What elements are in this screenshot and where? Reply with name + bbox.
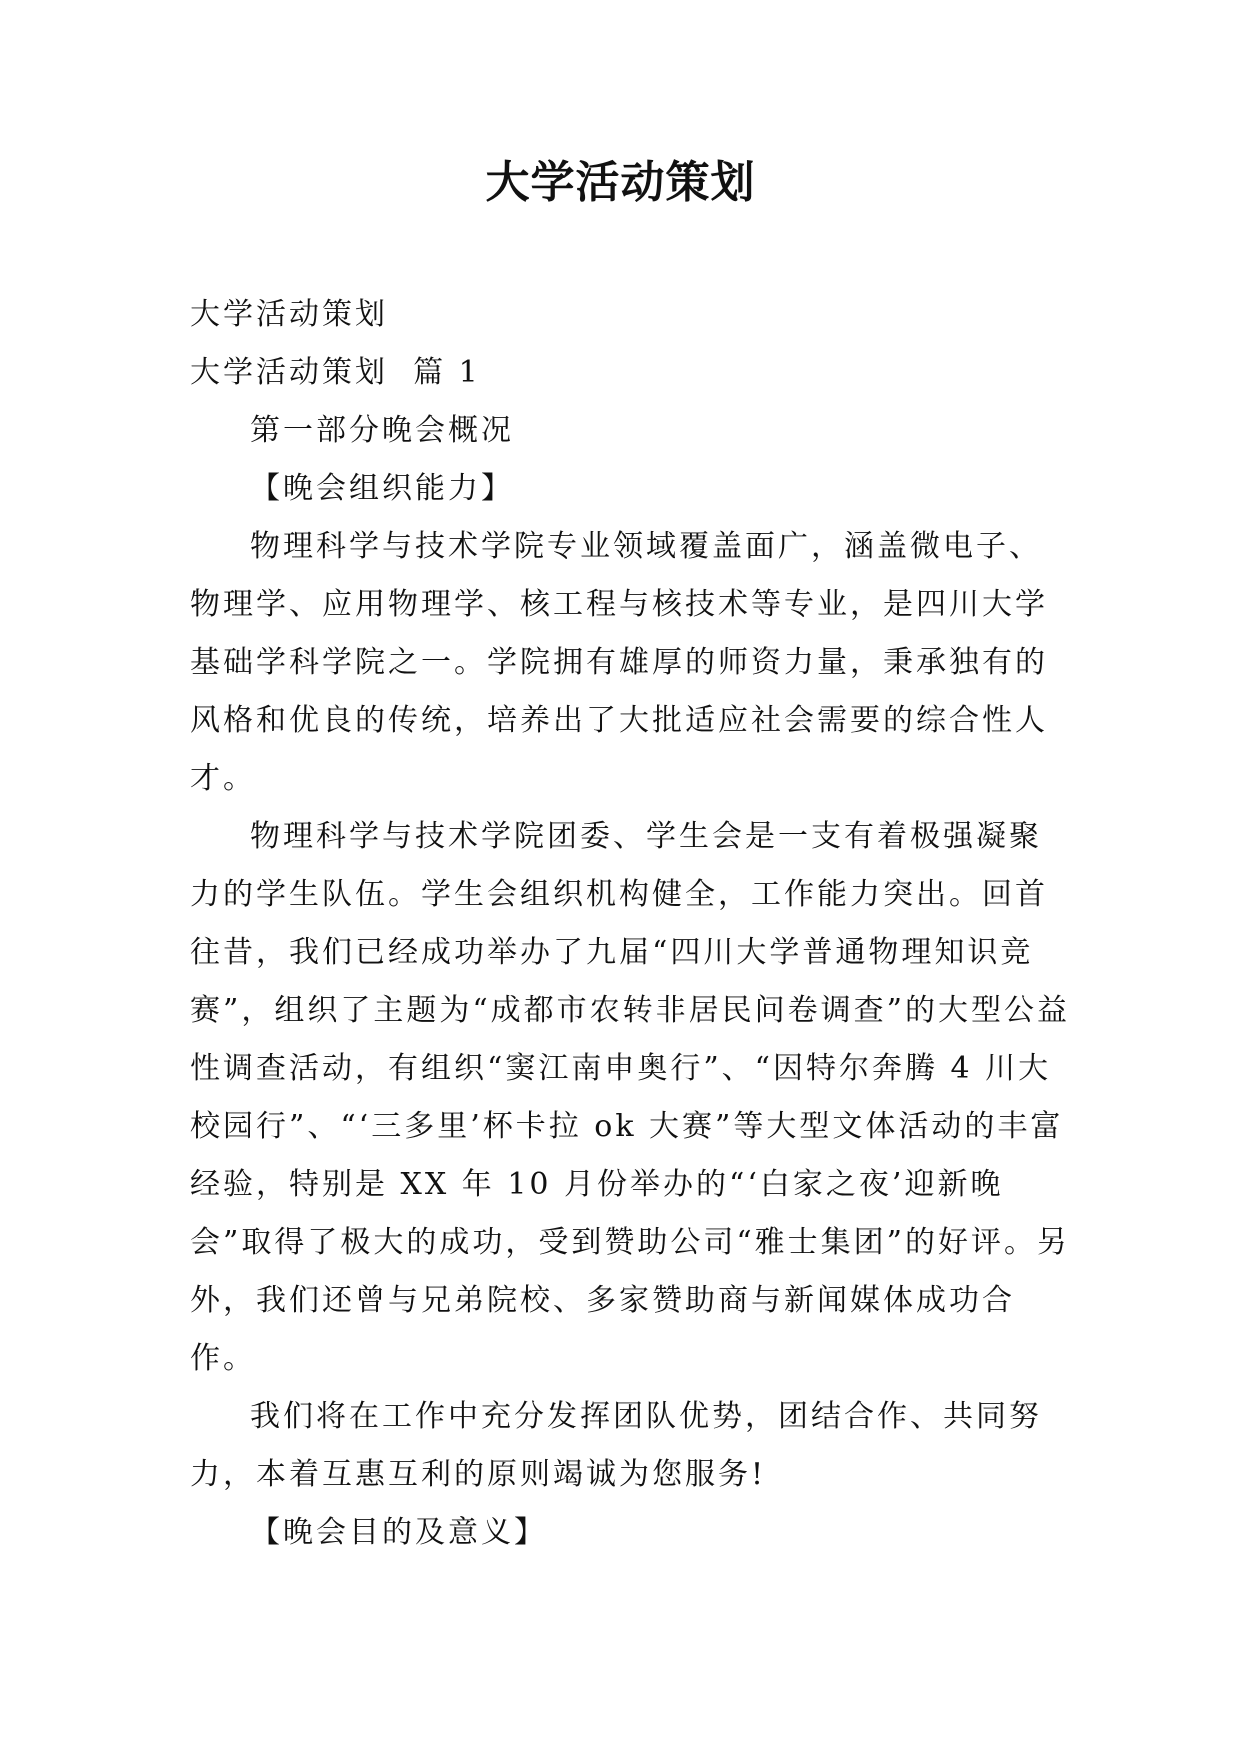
part-heading: 第一部分晚会概况 (250, 413, 514, 448)
document-subtitle: 大学活动策划 (190, 297, 388, 332)
heading-purpose-significance: 【晚会目的及意义】 (250, 1515, 547, 1550)
paragraph-college-intro: 物理科学与技术学院专业领域覆盖面广，涵盖微电子、物理学、应用物理学、核工程与核技术等专业，是四川大学基础学科学院之一。学院拥有雄厚的师资力量，秉承独有的风格和优良的传统，培养出了大批适应社会需要的综合性人才。 (190, 529, 1048, 796)
heading-organization-ability: 【晚会组织能力】 (250, 471, 514, 506)
document-body (190, 286, 1070, 1562)
document-title: 大学活动策划 (485, 157, 756, 208)
section-label: 大学活动策划 篇 1 (190, 355, 481, 390)
paragraph-student-union: 物理科学与技术学院团委、学生会是一支有着极强凝聚力的学生队伍。学生会组织机构健全，工作能力突出。回首往昔，我们已经成功举办了九届“四川大学普通物理知识竞赛”，组织了主题为“成都市农转非居民问卷调查”的大型公益性调查活动，有组织“窦江南申奥行”、“因特尔奔腾 4 川大校园行”、“‘三多里’杯卡拉 ok 大赛”等大型文体活动的丰富经验，特别是 XX 年 10 月份举办的“‘白家之夜’迎新晚会”取得了极大的成功，受到赞助公司“雅士集团”的好评。另外，我们还曾与兄弟院校、多家赞助商与新闻媒体成功合作。 (190, 819, 1071, 1376)
paragraph-team-commitment: 我们将在工作中充分发挥团队优势，团结合作、共同努力，本着互惠互利的原则竭诚为您服务! (190, 1399, 1042, 1492)
